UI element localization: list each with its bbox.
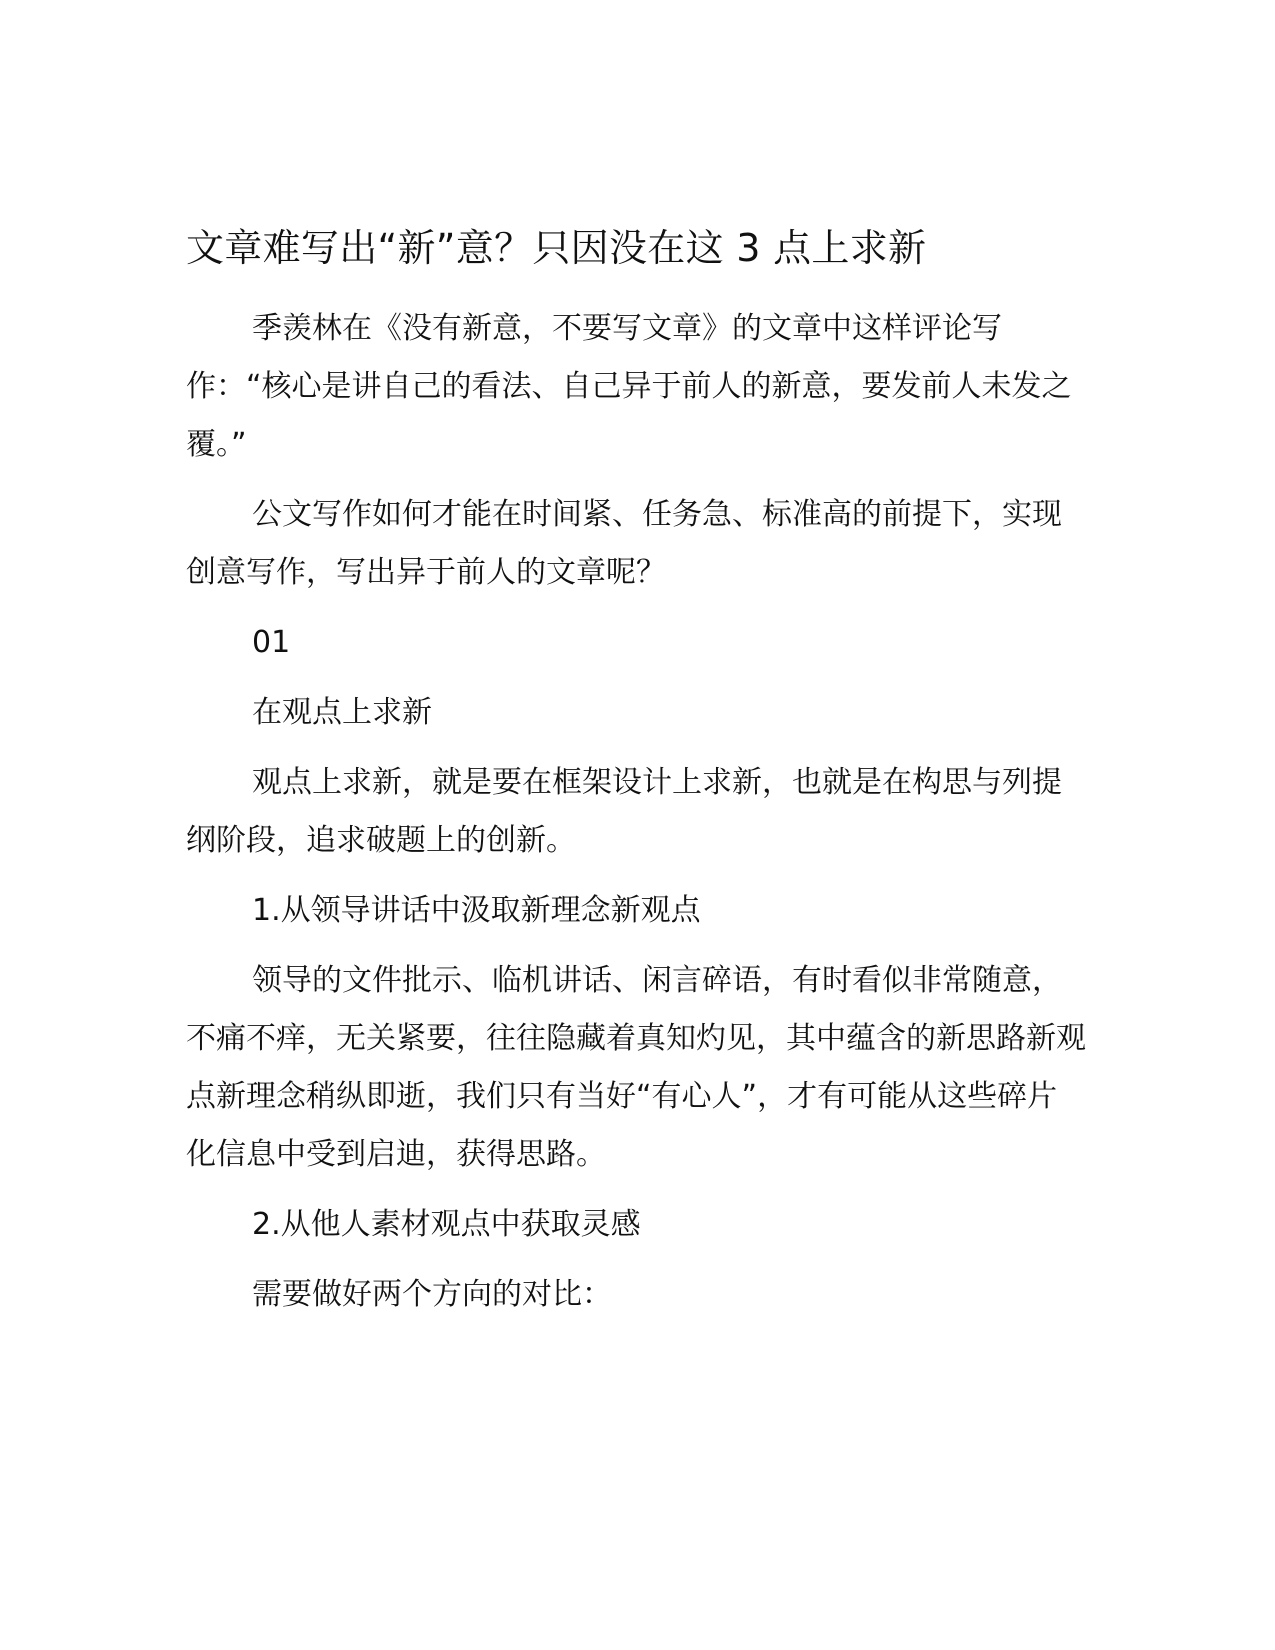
paragraph-comparison: 需要做好两个方向的对比： (252, 1277, 612, 1312)
section-number: 01 (252, 625, 291, 660)
document-title: 文章难写出“新”意？只因没在这 3 点上求新 (186, 226, 927, 270)
subheading-1: 1.从领导讲话中汲取新理念新观点 (252, 893, 701, 928)
subheading-2: 2.从他人素材观点中获取灵感 (252, 1207, 641, 1242)
paragraph-leadership: 领导的文件批示、临机讲话、闲言碎语，有时看似非常随意，不痛不痒，无关紧要，往往隐藏着真知灼见，其中蕴含的新思路新观点新理念稍纵即逝，我们只有当好“有心人”，才有可能从这些碎片化信息中受到启迪，获得思路。 (186, 963, 1086, 1172)
paragraph-quote: 季羡林在《没有新意，不要写文章》的文章中这样评论写作：“核心是讲自己的看法、自己异于前人的新意，要发前人未发之覆。” (186, 311, 1072, 462)
section-heading: 在观点上求新 (252, 695, 432, 730)
paragraph-section-intro: 观点上求新，就是要在框架设计上求新，也就是在构思与列提纲阶段，追求破题上的创新。 (186, 765, 1062, 858)
paragraph-question: 公文写作如何才能在时间紧、任务急、标准高的前提下，实现创意写作，写出异于前人的文章呢？ (186, 497, 1062, 590)
document-body (186, 300, 1086, 1336)
